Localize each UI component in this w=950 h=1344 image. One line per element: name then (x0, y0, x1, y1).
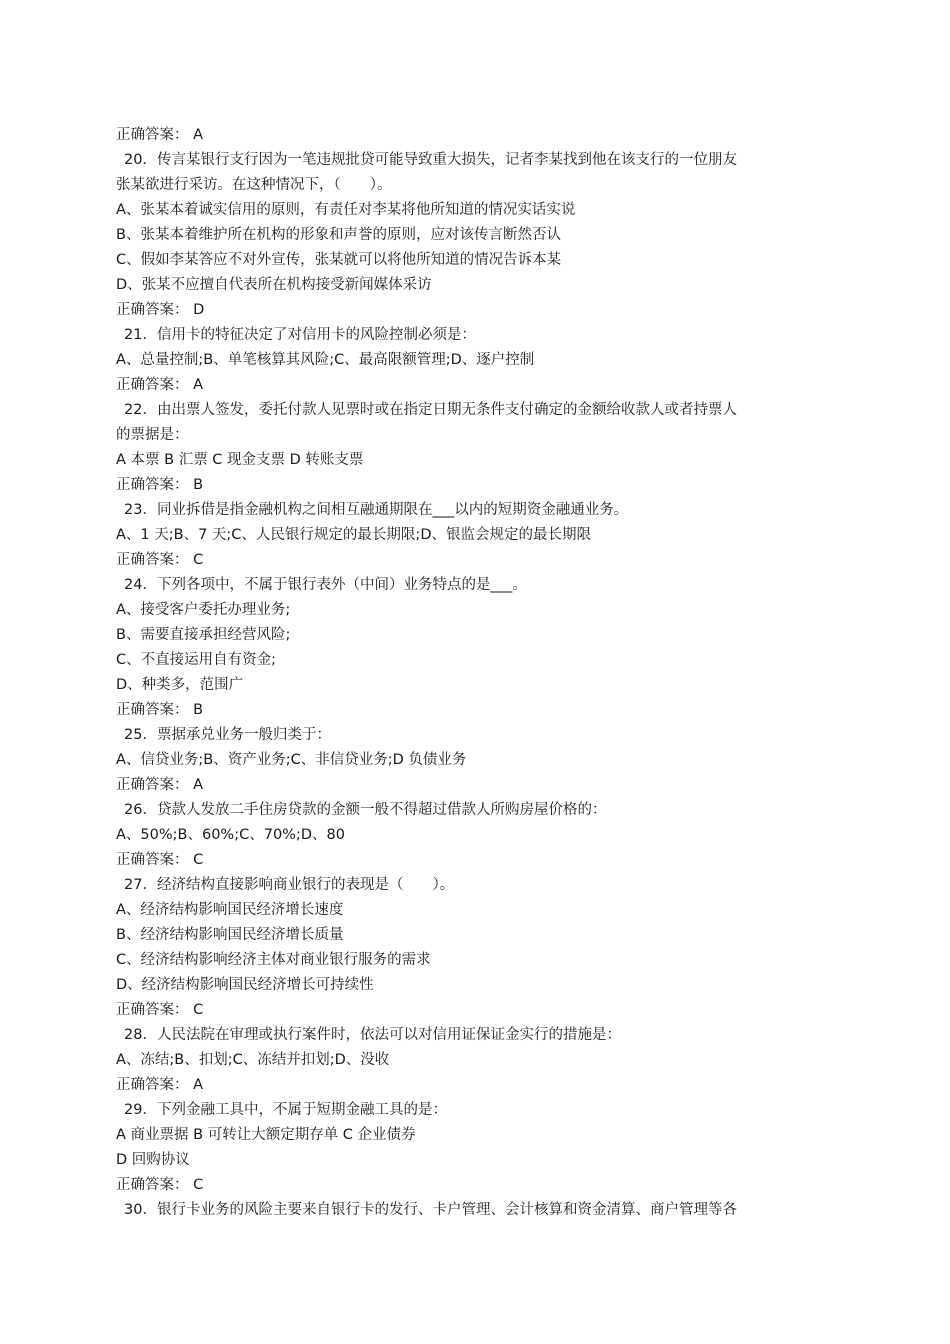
option-line: A、50%;B、60%;C、70%;D、80 (116, 827, 345, 843)
option-line: A 商业票据 B 可转让大额定期存单 C 企业债券 (116, 1127, 416, 1143)
answer-line: 正确答案： A (116, 127, 204, 143)
option-line: A、信贷业务;B、资产业务;C、非信贷业务;D 负债业务 (116, 752, 467, 768)
question-30: 30．银行卡业务的风险主要来自银行卡的发行、卡户管理、会计核算和资金清算、商户管理等各 (124, 1202, 737, 1218)
option-line: A、总量控制;B、单笔核算其风险;C、最高限额管理;D、逐户控制 (116, 352, 535, 368)
question-22-cont: 的票据是： (116, 427, 189, 443)
option-line: D 回购协议 (116, 1152, 190, 1168)
option-line: C、假如李某答应不对外宣传，张某就可以将他所知道的情况告诉本某 (116, 252, 562, 268)
option-line: B、张某本着维护所在机构的形象和声誉的原则，应对该传言断然否认 (116, 227, 561, 243)
answer-line: 正确答案： C (116, 1177, 204, 1193)
option-line: B、经济结构影响国民经济增长质量 (116, 927, 344, 943)
answer-line: 正确答案： A (116, 777, 204, 793)
question-23: 23．同业拆借是指金融机构之间相互融通期限在___以内的短期资金融通业务。 (124, 502, 629, 518)
answer-line: 正确答案： A (116, 377, 204, 393)
answer-line: 正确答案： C (116, 1002, 204, 1018)
option-line: D、张某不应擅自代表所在机构接受新闻媒体采访 (116, 277, 432, 293)
option-line: A、张某本着诚实信用的原则，有责任对李某将他所知道的情况实话实说 (116, 202, 576, 218)
answer-line: 正确答案： D (116, 302, 205, 318)
option-line: C、不直接运用自有资金; (116, 652, 277, 668)
question-26: 26．贷款人发放二手住房贷款的金额一般不得超过借款人所购房屋价格的： (124, 802, 607, 818)
question-28: 28．人民法院在审理或执行案件时，依法可以对信用证保证金实行的措施是： (124, 1027, 621, 1043)
option-line: A、接受客户委托办理业务; (116, 602, 291, 618)
question-20: 20．传言某银行支行因为一笔违规批贷可能导致重大损失，记者李某找到他在该支行的一位朋友 (124, 152, 737, 168)
option-line: A 本票 B 汇票 C 现金支票 D 转账支票 (116, 452, 364, 468)
option-line: C、经济结构影响经济主体对商业银行服务的需求 (116, 952, 431, 968)
option-line: A、冻结;B、扣划;C、冻结并扣划;D、没收 (116, 1052, 390, 1068)
question-22: 22．由出票人签发，委托付款人见票时或在指定日期无条件支付确定的金额给收款人或者持票人 (124, 402, 737, 418)
option-line: D、种类多，范围广 (116, 677, 244, 693)
question-29: 29．下列金融工具中，不属于短期金融工具的是： (124, 1102, 447, 1118)
answer-line: 正确答案： B (116, 477, 204, 493)
question-24: 24．下列各项中，不属于银行表外（中间）业务特点的是___。 (124, 577, 527, 593)
answer-line: 正确答案： C (116, 852, 204, 868)
question-25: 25．票据承兑业务一般归类于： (124, 727, 331, 743)
option-line: A、1 天;B、7 天;C、人民银行规定的最长期限;D、银监会规定的最长期限 (116, 527, 591, 543)
option-line: B、需要直接承担经营风险; (116, 627, 291, 643)
answer-line: 正确答案： A (116, 1077, 204, 1093)
answer-line: 正确答案： B (116, 702, 204, 718)
option-line: D、经济结构影响国民经济增长可持续性 (116, 977, 374, 993)
answer-line: 正确答案： C (116, 552, 204, 568)
question-21: 21．信用卡的特征决定了对信用卡的风险控制必须是： (124, 327, 476, 343)
question-27: 27．经济结构直接影响商业银行的表现是（ ）。 (124, 877, 455, 893)
question-20-cont: 张某欲进行采访。在这种情况下，（ ）。 (116, 177, 392, 193)
option-line: A、经济结构影响国民经济增长速度 (116, 902, 344, 918)
